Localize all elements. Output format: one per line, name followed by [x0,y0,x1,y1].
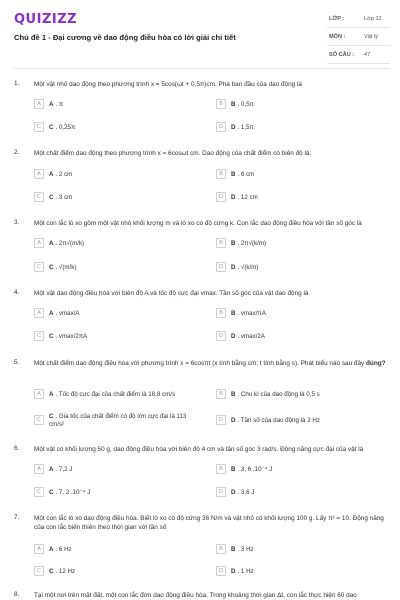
option-c[interactable]: C C . vmax/2πA [34,331,194,345]
option-letter-box: D [216,192,226,202]
option-text: 7,2 J [58,465,73,473]
question-text: Một chất điểm dao động điều hòa với phương trình x = 6cosπt (x tính bằng cm; t tính bằng s). Phát biểu nào sau đây [34,360,365,367]
option-letter: D [231,193,236,201]
option-letter: A [49,170,54,178]
option-letter: B [231,545,236,553]
option-letter: D [231,416,236,424]
option-text: Tốc độ cực đại của chất điểm là 18,8 cm/s [58,390,176,398]
option-text: 1 Hz [240,567,254,575]
option-letter: A [49,100,54,108]
option-letter: A [49,465,54,473]
option-text: 3 Hz [240,545,254,553]
option-text: Tần số của dao động là 2 Hz [240,416,320,424]
option-letter: A [49,545,54,553]
option-text: 6 Hz [58,545,72,553]
option-a[interactable]: A A . π [34,99,194,113]
option-letter: C [49,332,54,340]
option-letter: B [231,100,236,108]
option-letter-box: D [216,566,226,576]
option-letter-box: C [34,122,44,132]
option-b[interactable]: B B . 3, 6 .10⁻⁴ J [216,464,376,478]
option-text: Chu kì của dao động là 0,5 s [240,390,320,398]
option-text: 7, 2 .10⁻⁴ J [58,488,91,496]
option-b[interactable]: B B . 3 Hz [216,544,376,558]
option-b[interactable]: B B . Chu kì của dao động là 0,5 s [216,389,376,403]
question-text: Một vật nhỏ dao động theo phương trình x = 5cos(ωt + 0,5π)cm. Pha ban đầu của dao động là [34,81,302,88]
option-b[interactable]: B B . 2π√(k/m) [216,238,376,252]
option-d[interactable]: D D . 1 Hz [216,566,376,580]
question-number: 1. [14,80,20,87]
option-c[interactable]: C C . 7, 2 .10⁻⁴ J [34,487,194,501]
option-letter: D [231,332,236,340]
option-b[interactable]: B B . vmax/πA [216,308,376,322]
option-b[interactable]: B B . 0,5π [216,99,376,113]
option-letter: D [231,488,236,496]
option-c[interactable]: C C . √(m/k) [34,262,194,276]
option-letter-box: A [34,308,44,318]
meta-grade-value: Lớp 12 [364,16,382,22]
option-text: 3,6 J [240,488,255,496]
option-text: vmax/2πA [58,332,88,340]
meta-subject-label: MÔN : [329,34,346,40]
question-8 [0,591,400,600]
option-letter: B [231,309,236,317]
question-number: 6. [14,445,20,452]
option-letter: C [49,193,54,201]
header-divider [14,68,390,69]
option-letter: C [49,263,54,271]
option-text: 0,5π [240,100,254,108]
option-letter-box: C [34,192,44,202]
question-text: Một con lắc lò xo dao động điều hòa. Biết lò xo có độ cứng 36 N/m và vật nhỏ có khối lượng 100 g. Lấy π² = 10. Động năng của con lắc biến thiên theo thời gian với tần số [34,515,384,531]
question-number: 2. [14,149,20,156]
option-letter-box: B [216,99,226,109]
option-a[interactable]: A A . 6 Hz [34,544,194,558]
option-letter-box: C [34,331,44,341]
document-title: Chủ đề 1 - Đại cương về dao động điều hòa có lời giải chi tiết [14,33,236,42]
option-letter: D [231,123,236,131]
option-letter: B [231,390,236,398]
option-c[interactable]: C C . 0,25π [34,122,194,136]
option-letter-box: A [34,389,44,399]
meta-count-value: 47 [364,52,371,58]
option-letter-box: B [216,544,226,554]
option-letter-box: D [216,262,226,272]
option-letter-box: D [216,415,226,425]
option-letter-box: B [216,169,226,179]
option-text: √(k/m) [240,263,259,271]
option-d[interactable]: D D . √(k/m) [216,262,376,276]
option-d[interactable]: D D . 1,5π [216,122,376,136]
option-d[interactable]: D D . Tần số của dao động là 2 Hz [216,415,376,429]
option-letter: C [49,413,54,420]
option-letter: B [231,239,236,247]
question-text: Tại một nơi trên mặt đất, một con lắc đơn dao động điều hòa. Trong khoảng thời gian Δt, con lắc thực hiện 60 dao [34,592,357,599]
question-number: 8. [14,591,20,598]
option-letter: B [231,170,236,178]
option-letter-box: B [216,389,226,399]
option-letter: A [49,309,54,317]
option-text: π [58,100,64,108]
option-d[interactable]: D D . 3,6 J [216,487,376,501]
option-letter-box: A [34,169,44,179]
option-letter-box: A [34,544,44,554]
option-letter: C [49,488,54,496]
option-a[interactable]: A A . 2 cm [34,169,194,183]
option-d[interactable]: D D . vmax/2A [216,331,376,345]
quizizz-logo: QUIZIZZ [14,12,78,27]
question-text: Một vật có khối lượng 50 g, dao động điều hòa với biên độ 4 cm và tần số góc 3 rad/s. Động năng cực đại của vật là [34,446,364,453]
option-letter-box: B [216,238,226,248]
option-letter-box: B [216,464,226,474]
option-a[interactable]: A A . 7,2 J [34,464,194,478]
option-text: 6 cm [240,170,255,178]
option-letter-box: A [34,238,44,248]
meta-subject [327,28,390,46]
document-header [0,0,400,70]
option-letter-box: D [216,122,226,132]
option-letter-box: C [34,262,44,272]
option-text: vmax/2A [240,332,265,340]
option-letter-box: B [216,308,226,318]
question-number: 4. [14,289,20,296]
question-text: Một vật dao động điều hòa với biên độ A và tốc độ cực đại vmax. Tần số góc của vật dao động là [34,290,309,297]
option-b[interactable]: B B . 6 cm [216,169,376,183]
question-text: Một chất điểm dao động theo phương trình x = 6cosωt cm. Dao động của chất điểm có biên độ là: [34,150,312,157]
meta-grade-label: LỚP : [329,16,345,22]
question-text: Một con lắc lò xo gồm một vật nhỏ khối lượng m và lò xo có độ cứng k. Con lắc dao động điều hòa với tần số góc là [34,220,362,227]
meta-subject-value: Vật lý [364,34,378,40]
option-letter-box: C [34,487,44,497]
option-text: 1,5π [240,123,254,131]
option-c[interactable]: C C . 12 Hz [34,566,194,580]
meta-grade [327,10,390,28]
option-letter: C [49,123,54,131]
question-number: 3. [14,219,20,226]
option-letter: C [49,567,54,575]
option-text: 2π√(m/k) [58,239,85,247]
option-c[interactable]: C C . 3 cm [34,192,194,206]
option-letter: D [231,263,236,271]
option-text: 3 cm [58,193,73,201]
option-a[interactable]: A A . Tốc độ cực đại của chất điểm là 18,8 cm/s [34,389,194,403]
option-letter: B [231,465,236,473]
option-a[interactable]: A A . vmax/A [34,308,194,322]
option-letter-box: C [34,566,44,576]
option-text: 12 Hz [58,567,76,575]
meta-question-count [327,46,390,64]
question-text-emphasis: đúng? [366,360,386,367]
option-text: 2 cm [58,170,73,178]
option-letter-box: D [216,331,226,341]
option-a[interactable]: A A . 2π√(m/k) [34,238,194,252]
question-number: 7. [14,514,20,521]
meta-count-label: SỐ CÂU : [329,52,355,58]
option-letter: A [49,390,54,398]
option-letter-box: C [34,415,44,425]
option-letter-box: A [34,464,44,474]
question-number: 5. [14,359,20,366]
option-text: 3, 6 .10⁻⁴ J [240,465,273,473]
option-text: 2π√(k/m) [240,239,267,247]
option-d[interactable]: D D . 12 cm [216,192,376,206]
option-text: Gia tốc của chất điểm có độ lớn cực đại là 113 cm/s² [49,413,187,428]
option-text: vmax/A [58,309,80,317]
option-letter: D [231,567,236,575]
option-letter: A [49,239,54,247]
option-text: 12 cm [240,193,258,201]
option-letter-box: D [216,487,226,497]
option-c[interactable]: C C . Gia tốc của chất điểm có độ lớn cực đại là 113 cm/s² [34,415,194,429]
option-text: vmax/πA [240,309,266,317]
option-letter-box: A [34,99,44,109]
option-text: 0,25π [58,123,76,131]
option-text: √(m/k) [58,263,77,271]
